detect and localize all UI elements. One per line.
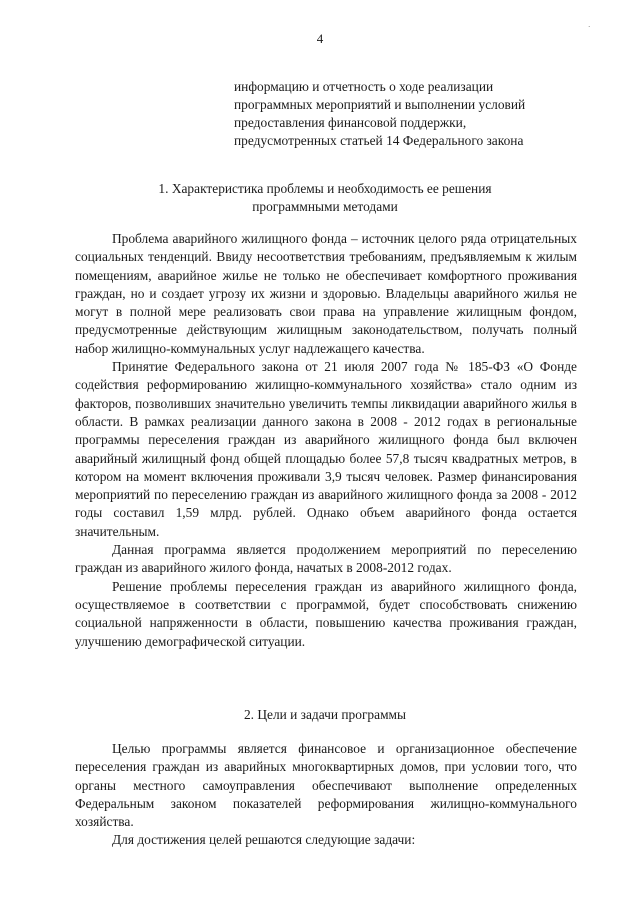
paragraph: Данная программа является продолжением мероприятий по переселению граждан из аварийного жилого фонда, начатых в 2008-2012 годах. — [75, 542, 577, 576]
corner-mark: · — [588, 23, 591, 31]
section-1-body — [75, 230, 577, 651]
paragraph: Для достижения целей решаются следующие задачи: — [112, 832, 416, 848]
paragraph: Проблема аварийного жилищного фонда – источник целого ряда отрицательных социальных тенденций. Ввиду несоответствия требованиям, предъявляемым к жилым помещениям, аварийное жилье не только не обеспечивает комфортного проживания граждан, но и создает угрозу их жизни и здоровью. Владельцы аварийного жилья не могут в полной мере реализовать свои права на управление жилищным фондом, предусмотренные действующим жилищным законодательством, получать полный набор жилищно-коммунальных услуг надлежащего качества. — [75, 231, 577, 356]
section-2-body — [75, 740, 577, 850]
paragraph: Принятие Федерального закона от 21 июля 2007 года № 185-ФЗ «О Фонде содействия реформированию жилищно-коммунального хозяйства» стало одним из факторов, позволивших значительно увеличить темпы ликвидации аварийного жилья в области. В рамках реализации данного закона в 2008 - 2012 годах в региональные программы переселения граждан из аварийного жилищного фонда был включен аварийный жилищный фонд общей площадью более 57,8 тысяч квадратных метров, в котором на момент включения проживали 3,9 тысяч человек. Размер финансирования мероприятий по переселению граждан из аварийного жилищного фонда за 2008 - 2012 годы составил 1,59 млрд. рублей. Однако объем аварийного фонда остается значительным. — [75, 359, 577, 539]
intro-continuation: информацию и отчетность о ходе реализации программных мероприятий и выполнении условий предоставления финансовой поддержки, предусмотренных статьей 14 Федерального закона — [234, 79, 526, 148]
paragraph: Целью программы является финансовое и организационное обеспечение переселения граждан из аварийных многоквартирных домов, при условии того, что органы местного самоуправления обеспечивают выполнение определенных Федеральным законом показателей реформирования жилищно-коммунального хозяйства. — [75, 741, 577, 830]
paragraph: Решение проблемы переселения граждан из аварийного жилищного фонда, осуществляемое в соответствии с программой, будет способствовать снижению социальной напряженности в области, повышению качества проживания граждан, улучшению демографической ситуации. — [75, 578, 577, 649]
section-1-heading: 1. Характеристика проблемы и необходимость ее решения программными методами — [158, 181, 492, 215]
page-number: 4 — [316, 31, 324, 46]
section-2-heading: 2. Цели и задачи программы — [243, 707, 407, 722]
